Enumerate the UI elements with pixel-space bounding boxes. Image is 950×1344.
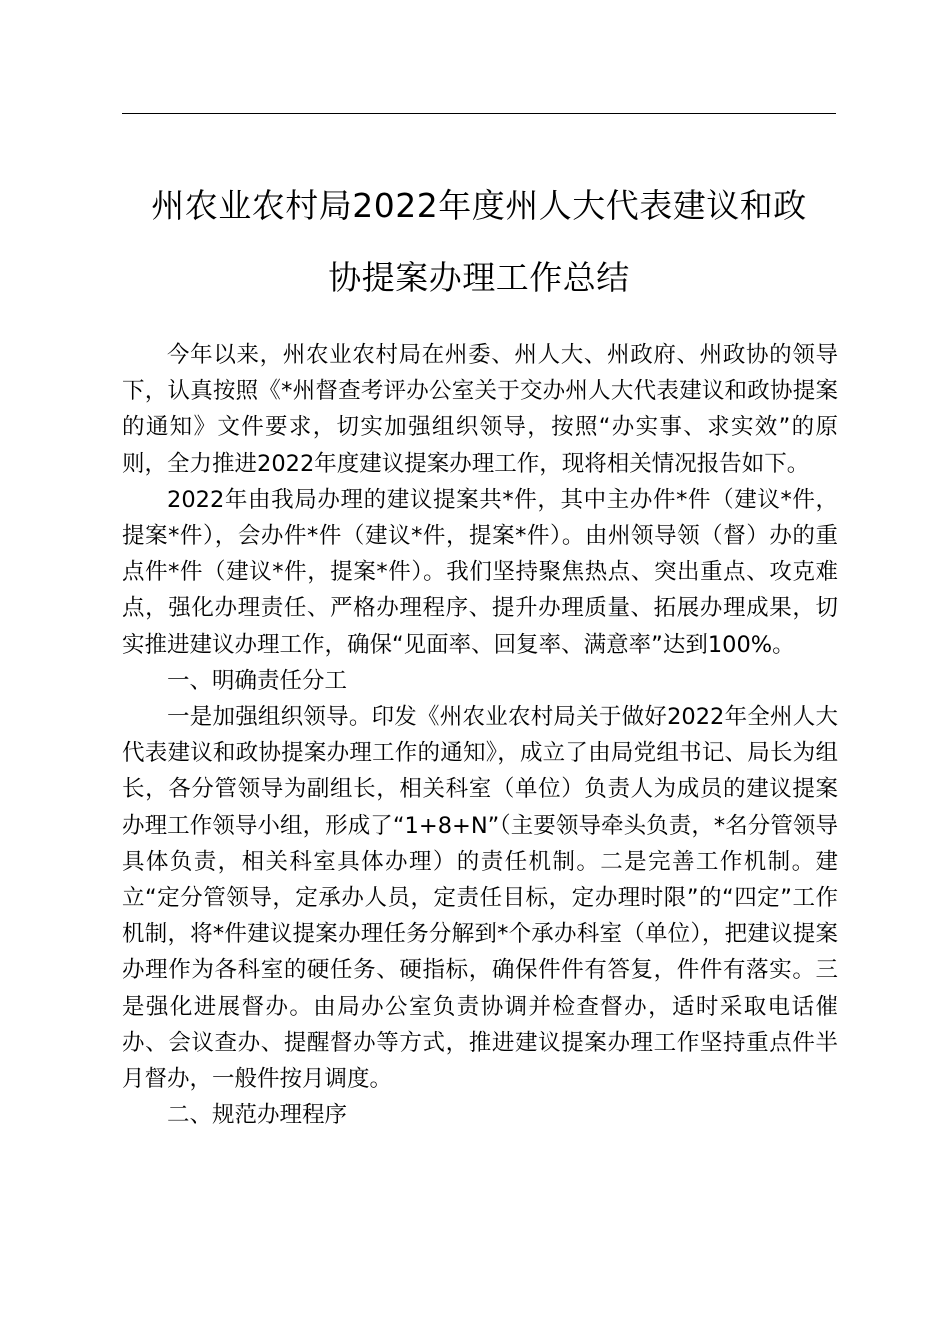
document-title (122, 170, 836, 314)
section-1-paragraph: 一是加强组织领导。印发《州农业农村局关于做好2022年全州人大代表建议和政协提案办理工作的通知》，成立了由局党组书记、局长为组长，各分管领导为副组长，相关科室（单位）负责人为成员的建议提案办理工作领导小组，形成了“1+8+N”（主要领导牵头负责，*名分管领导具体负责，相关科室具体办理）的责任机制。二是完善工作机制。建立“定分管领导，定承办人员，定责任目标，定办理时限”的“四定”工作机制，将*件建议提案办理任务分解到*个承办科室（单位），把建议提案办理作为各科室的硬任务、硬指标，确保件件有答复，件件有落实。三是强化进展督办。由局办公室负责协调并检查督办，适时采取电话催办、会议查办、提醒督办等方式，推进建议提案办理工作坚持重点件半月督办，一般件按月调度。 (122, 704, 838, 1093)
header-rule (122, 113, 836, 114)
section-heading-2: 二、规范办理程序 (167, 1102, 348, 1129)
overview-paragraph: 2022年由我局办理的建议提案共*件，其中主办件*件（建议*件，提案*件），会办件*件（建议*件，提案*件）。由州领导领（督）办的重点件*件（建议*件，提案*件）。我们坚持聚焦热点、突出重点、攻克难点，强化办理责任、严格办理程序、提升办理质量、拓展办理成果，切实推进建议办理工作，确保“见面率、回复率、满意率”达到100%。 (122, 486, 838, 658)
document-body (122, 337, 838, 1133)
intro-paragraph: 今年以来，州农业农村局在州委、州人大、州政府、州政协的领导下，认真按照《*州督查考评办公室关于交办州人大代表建议和政协提案的通知》文件要求，切实加强组织领导，按照“办实事、求实效”的原则，全力推进2022年度建议提案办理工作，现将相关情况报告如下。 (122, 342, 838, 477)
title-line-1: 州农业农村局2022年度州人大代表建议和政 (151, 186, 807, 225)
title-line-2: 协提案办理工作总结 (328, 258, 630, 297)
section-heading-1: 一、明确责任分工 (167, 667, 348, 694)
